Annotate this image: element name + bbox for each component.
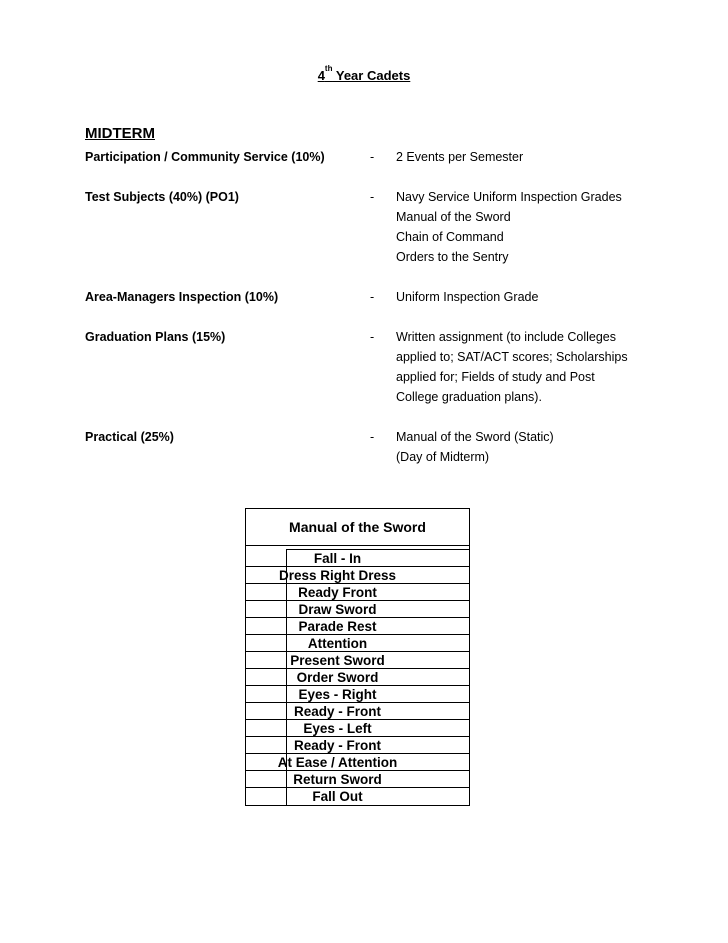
table-row: Order Sword bbox=[246, 669, 469, 686]
grade-category: Test Subjects (40%) (PO1) bbox=[85, 190, 239, 204]
table-row: Ready - Front bbox=[246, 737, 469, 754]
grade-item: Manual of the Sword (Static) bbox=[396, 430, 554, 444]
section-heading: MIDTERM bbox=[85, 125, 155, 142]
table-row: Return Sword bbox=[246, 771, 469, 788]
grade-dash: - bbox=[370, 150, 375, 164]
table-row: Eyes - Right bbox=[246, 686, 469, 703]
grade-item: applied for; Fields of study and Post bbox=[396, 370, 595, 384]
grade-category: Graduation Plans (15%) bbox=[85, 330, 226, 344]
title-prefix: 4 bbox=[317, 68, 325, 83]
table-row: Ready Front bbox=[246, 584, 469, 601]
table-row: Draw Sword bbox=[246, 601, 469, 618]
grade-item: Chain of Command bbox=[396, 230, 504, 244]
grade-dash: - bbox=[370, 330, 375, 344]
grade-item: applied to; SAT/ACT scores; Scholarships bbox=[396, 350, 628, 364]
grade-dash: - bbox=[370, 290, 375, 304]
grade-dash: - bbox=[370, 430, 375, 444]
grade-items bbox=[396, 287, 646, 307]
page-title bbox=[0, 64, 728, 83]
table-row: Present Sword bbox=[246, 652, 469, 669]
title-superscript: th bbox=[324, 64, 333, 73]
table-row: Ready - Front bbox=[246, 703, 469, 720]
grade-items bbox=[396, 427, 646, 467]
table-row: Fall Out bbox=[312, 789, 363, 804]
table-header: Manual of the Sword bbox=[246, 509, 469, 546]
grade-items bbox=[396, 327, 646, 407]
grade-dash: - bbox=[370, 190, 375, 204]
grade-item: Written assignment (to include Colleges bbox=[396, 330, 617, 344]
grade-category: Area-Managers Inspection (10%) bbox=[85, 290, 279, 304]
title-suffix: Year Cadets bbox=[332, 68, 411, 83]
grade-category: Practical (25%) bbox=[85, 430, 174, 444]
table-row: Eyes - Left bbox=[246, 720, 469, 737]
grade-items bbox=[396, 147, 646, 167]
grade-category: Participation / Community Service (10%) bbox=[85, 150, 325, 164]
grade-items bbox=[396, 187, 646, 267]
table-row: At Ease / Attention bbox=[246, 754, 469, 771]
grade-item: Manual of the Sword bbox=[396, 210, 511, 224]
table-row: Parade Rest bbox=[246, 618, 469, 635]
grade-item: College graduation plans). bbox=[396, 390, 542, 404]
grade-item: Orders to the Sentry bbox=[396, 250, 509, 264]
grade-item: Uniform Inspection Grade bbox=[396, 290, 539, 304]
grade-item: Navy Service Uniform Inspection Grades bbox=[396, 190, 622, 204]
table-row: Dress Right Dress bbox=[246, 567, 469, 584]
grade-item: (Day of Midterm) bbox=[396, 450, 490, 464]
table-row: Fall - In bbox=[246, 550, 469, 567]
manual-of-the-sword-table bbox=[245, 508, 470, 806]
grade-item: 2 Events per Semester bbox=[396, 150, 524, 164]
title-text bbox=[317, 64, 411, 83]
table-inner-border bbox=[286, 549, 287, 805]
table-body bbox=[246, 549, 469, 805]
table-row: Attention bbox=[246, 635, 469, 652]
